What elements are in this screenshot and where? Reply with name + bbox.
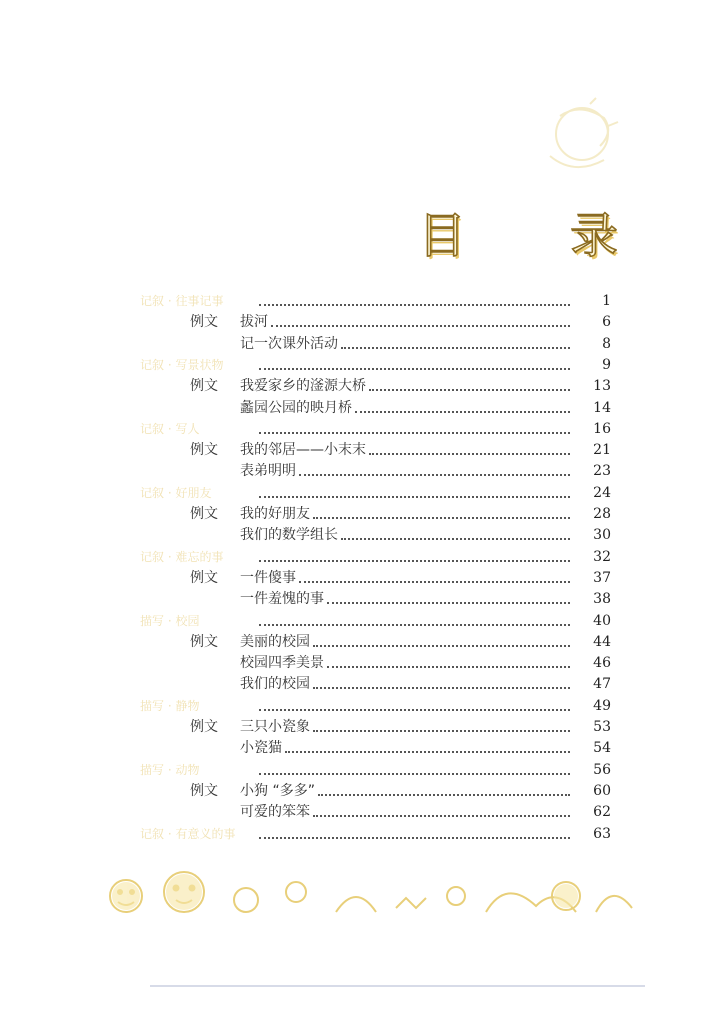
toc-leader — [240, 333, 573, 355]
toc-section-label: 描写 · 静物 — [140, 698, 200, 713]
toc-section-row[interactable] — [0, 610, 713, 632]
toc-section-label: 记叙 · 往事记事 — [140, 294, 224, 308]
toc-page-number: 14 — [593, 399, 611, 416]
toc-entry-title: 拔河 — [240, 314, 268, 331]
toc-leader — [240, 503, 573, 525]
toc-dot-leader — [369, 453, 570, 455]
toc-dot-leader — [259, 496, 570, 498]
page-title — [418, 206, 618, 266]
toc-dot-leader — [259, 837, 570, 839]
toc-dot-leader — [259, 560, 570, 562]
toc-page-number: 40 — [593, 612, 611, 629]
toc-section-label: 描写 · 校园 — [140, 613, 200, 628]
toc-entry-title: 美丽的校园 — [240, 633, 310, 650]
toc-section-label: 描写 · 动物 — [140, 762, 200, 777]
toc-page-number: 56 — [593, 761, 611, 778]
toc-page-number: 63 — [593, 825, 611, 842]
toc-page-number: 37 — [593, 569, 611, 586]
toc-page-number: 46 — [593, 655, 611, 672]
toc-dot-leader — [313, 687, 570, 689]
toc-leader — [240, 311, 573, 333]
toc-section-row[interactable] — [0, 546, 713, 568]
toc-page-number: 53 — [593, 719, 611, 735]
toc-page-number: 38 — [593, 591, 611, 608]
toc-entry-title: 可爱的笨笨 — [240, 804, 310, 821]
toc-example-label: 例文 — [190, 782, 218, 799]
toc-entry-row[interactable] — [0, 524, 713, 546]
toc-leader — [240, 737, 573, 759]
toc-dot-leader — [313, 645, 570, 647]
toc-leader — [240, 652, 573, 674]
toc-page-number: 1 — [602, 293, 611, 309]
toc-entry-row[interactable] — [0, 311, 713, 333]
toc-page-number: 16 — [593, 420, 611, 437]
toc-section-row[interactable] — [0, 695, 713, 717]
toc-entry-row[interactable] — [0, 588, 713, 610]
toc-page-number: 32 — [593, 548, 611, 565]
toc-entry-title: 记一次课外活动 — [240, 335, 338, 352]
toc-entry-row[interactable] — [0, 801, 713, 823]
toc-dot-leader — [341, 538, 570, 540]
toc-leader — [240, 588, 573, 610]
toc-leader — [240, 567, 573, 589]
toc-leader — [256, 482, 573, 504]
toc-leader — [256, 695, 573, 717]
toc-entry-row[interactable] — [0, 503, 713, 525]
toc-dot-leader — [259, 368, 570, 370]
toc-leader — [240, 397, 573, 419]
toc-leader — [256, 418, 573, 440]
toc-section-row[interactable] — [0, 354, 713, 376]
toc-dot-leader — [259, 304, 570, 306]
toc-leader — [240, 375, 573, 397]
toc-leader — [240, 631, 573, 653]
toc-leader — [240, 439, 573, 461]
toc-page-number: 13 — [593, 378, 611, 395]
toc-leader — [256, 759, 573, 781]
toc-leader — [240, 460, 573, 482]
toc-section-label: 记叙 · 写人 — [140, 421, 200, 436]
toc-page-number: 30 — [593, 527, 611, 544]
toc-example-label: 例文 — [190, 633, 218, 650]
toc-entry-title: 三只小瓷象 — [240, 719, 310, 735]
toc-dot-leader — [341, 347, 570, 349]
toc-section-row[interactable] — [0, 759, 713, 781]
toc-leader — [256, 354, 573, 376]
toc-example-label: 例文 — [190, 506, 218, 522]
toc-dot-leader — [259, 773, 570, 775]
toc-dot-leader — [313, 730, 570, 732]
toc-page-number: 28 — [593, 506, 611, 522]
toc-section-label: 记叙 · 难忘的事 — [140, 549, 224, 564]
toc-dot-leader — [327, 602, 570, 604]
toc-entry-title: 蠡园公园的映月桥 — [240, 399, 352, 416]
page-title-char-2: 录 — [569, 208, 618, 264]
decorative-swirl-icon — [520, 96, 630, 186]
toc-page-number: 6 — [602, 314, 611, 331]
toc-page-number: 60 — [593, 782, 611, 799]
toc-entry-row[interactable] — [0, 737, 713, 759]
toc-entry-row[interactable] — [0, 567, 713, 589]
toc-page-number: 49 — [593, 697, 611, 714]
toc-page-number: 9 — [602, 356, 611, 373]
toc-dot-leader — [259, 432, 570, 434]
toc-example-label: 例文 — [190, 442, 218, 459]
toc-dot-leader — [318, 794, 570, 796]
toc-example-label: 例文 — [190, 378, 218, 395]
toc-section-row[interactable] — [0, 290, 713, 312]
toc-entry-row[interactable] — [0, 652, 713, 674]
toc-entry-title: 我的邻居——小末末 — [240, 442, 366, 459]
toc-leader — [256, 546, 573, 568]
toc-dot-leader — [285, 751, 570, 753]
toc-entry-title: 一件羞愧的事 — [240, 591, 324, 608]
page-title-char-1: 目 — [418, 208, 467, 264]
toc-dot-leader — [271, 325, 570, 327]
toc-dot-leader — [313, 517, 570, 519]
toc-page-number: 62 — [593, 804, 611, 821]
toc-entry-row[interactable] — [0, 673, 713, 695]
toc-section-label: 记叙 · 有意义的事 — [140, 826, 236, 841]
toc-leader — [240, 801, 573, 823]
toc-dot-leader — [299, 474, 570, 476]
toc-entry-row[interactable] — [0, 780, 713, 802]
toc-page-number: 24 — [593, 484, 611, 501]
toc-section-row[interactable] — [0, 418, 713, 440]
toc-dot-leader — [327, 666, 570, 668]
toc-entry-title: 我爱家乡的滏源大桥 — [240, 378, 366, 395]
toc-entry-title: 我们的校园 — [240, 676, 310, 693]
toc-entry-title: 小狗 “多多” — [240, 782, 315, 799]
toc-entry-title: 表弟明明 — [240, 463, 296, 480]
toc-page-number: 44 — [593, 633, 611, 650]
toc-entry-row[interactable] — [0, 460, 713, 482]
toc-dot-leader — [369, 389, 570, 391]
toc-leader — [240, 673, 573, 695]
toc-leader — [256, 290, 573, 312]
toc-example-label: 例文 — [190, 569, 218, 586]
toc-entry-row[interactable] — [0, 631, 713, 653]
toc-section-row[interactable] — [0, 823, 713, 845]
toc-section-label: 记叙 · 写景状物 — [140, 357, 224, 372]
toc-dot-leader — [313, 815, 570, 817]
toc-entry-title: 我们的数学组长 — [240, 527, 338, 544]
toc-leader — [240, 780, 573, 802]
bottom-divider — [150, 985, 645, 987]
toc-entry-title: 校园四季美景 — [240, 655, 324, 672]
toc-dot-leader — [299, 581, 570, 583]
toc-entry-title: 小瓷猫 — [240, 740, 282, 757]
toc-leader — [240, 524, 573, 546]
toc-page-number: 8 — [602, 335, 611, 352]
toc-entry-row[interactable] — [0, 716, 713, 738]
toc-page-number: 54 — [593, 740, 611, 757]
toc-entry-title: 我的好朋友 — [240, 506, 310, 522]
toc-page-number: 47 — [593, 676, 611, 693]
toc-section-row[interactable] — [0, 482, 713, 504]
toc-entry-row[interactable] — [0, 333, 713, 355]
toc-page-number: 21 — [593, 442, 611, 459]
toc-example-label: 例文 — [190, 314, 218, 331]
toc-leader — [256, 823, 573, 845]
toc-entry-row[interactable] — [0, 439, 713, 461]
toc-entry-row[interactable] — [0, 397, 713, 419]
toc-page-number: 23 — [593, 463, 611, 480]
toc-dot-leader — [259, 709, 570, 711]
toc-dot-leader — [355, 411, 570, 413]
toc-entry-title: 一件傻事 — [240, 569, 296, 586]
flower-border-icon — [96, 862, 646, 926]
toc-example-label: 例文 — [190, 719, 218, 735]
toc-leader — [240, 716, 573, 738]
toc-section-label: 记叙 · 好朋友 — [140, 485, 212, 500]
toc-entry-row[interactable] — [0, 375, 713, 397]
toc-dot-leader — [259, 624, 570, 626]
toc-leader — [256, 610, 573, 632]
